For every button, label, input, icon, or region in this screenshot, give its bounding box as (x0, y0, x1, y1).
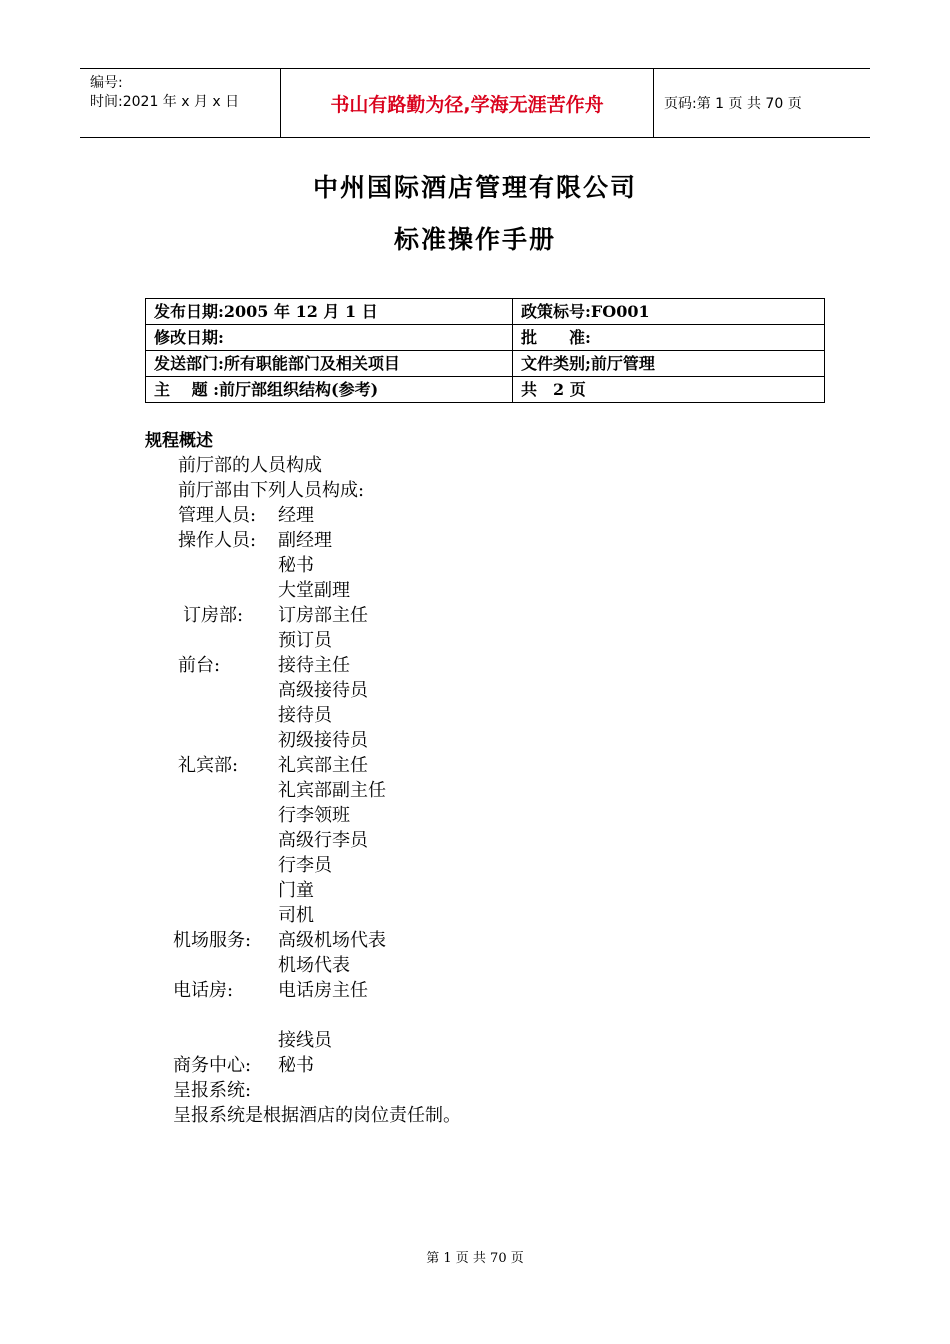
staff-item: 接线员 (278, 1030, 332, 1051)
report-text: 呈报系统是根据酒店的岗位责任制。 (173, 1105, 461, 1126)
group-label: 商务中心: (173, 1055, 252, 1076)
meta-row (146, 299, 825, 325)
staff-item: 接待员 (278, 705, 332, 726)
header-motto: 书山有路勤为径,学海无涯苦作舟 (281, 69, 654, 137)
staff-item: 副经理 (278, 530, 332, 551)
staff-item: 行李领班 (278, 805, 350, 826)
staff-item: 礼宾部主任 (278, 755, 368, 776)
time-label: 时间:2021 年 x 月 x 日 (90, 94, 240, 110)
company-title: 中州国际酒店管理有限公司 (312, 173, 637, 202)
group-label: 订房部: (183, 605, 244, 626)
policy-number: 政策标号:FO001 (513, 299, 825, 325)
page-count: 共 2 页 (513, 377, 825, 403)
group-label: 操作人员: (178, 530, 257, 551)
staff-item: 接待主任 (278, 655, 350, 676)
group-label: 前台: (178, 655, 221, 676)
staff-item: 订房部主任 (278, 605, 368, 626)
staff-item: 经理 (278, 505, 314, 526)
manual-title: 标准操作手册 (393, 225, 556, 254)
staff-item: 高级接待员 (278, 680, 368, 701)
staff-item: 秘书 (278, 1055, 314, 1076)
staff-item: 门童 (278, 880, 314, 901)
staff-item: 大堂副理 (278, 580, 350, 601)
meta-table (145, 298, 825, 403)
staff-item: 机场代表 (278, 955, 350, 976)
staff-item: 预订员 (278, 630, 332, 651)
issue-date: 发布日期:2005 年 12 月 1 日 (146, 299, 513, 325)
staff-item: 电话房主任 (278, 980, 368, 1001)
meta-row (146, 351, 825, 377)
staff-item: 行李员 (278, 855, 332, 876)
staff-item: 司机 (278, 905, 314, 926)
staff-item: 秘书 (278, 555, 314, 576)
send-department: 发送部门:所有职能部门及相关项目 (146, 351, 513, 377)
number-label: 编号: (90, 75, 123, 91)
page-footer: 第 1 页 共 70 页 (426, 1251, 524, 1266)
intro-line: 前厅部由下列人员构成: (178, 480, 365, 501)
revise-date: 修改日期: (146, 325, 513, 351)
header-page-info: 页码:第 1 页 共 70 页 (664, 96, 802, 112)
staff-item: 礼宾部副主任 (278, 780, 386, 801)
page-header (80, 68, 870, 138)
staff-item: 初级接待员 (278, 730, 368, 751)
group-label: 呈报系统: (173, 1080, 252, 1101)
meta-row (146, 377, 825, 403)
group-label: 电话房: (173, 980, 234, 1001)
file-type: 文件类别;前厅管理 (513, 351, 825, 377)
header-left-cell (80, 69, 281, 137)
staff-item: 高级行李员 (278, 830, 368, 851)
section-heading: 规程概述 (145, 431, 213, 451)
intro-line: 前厅部的人员构成 (178, 455, 322, 476)
group-label: 机场服务: (173, 930, 252, 951)
meta-row (146, 325, 825, 351)
approve: 批 准: (513, 325, 825, 351)
group-label: 管理人员: (178, 505, 257, 526)
staff-item: 高级机场代表 (278, 930, 386, 951)
subject: 主 题 :前厅部组织结构(参考) (146, 377, 513, 403)
group-label: 礼宾部: (178, 755, 239, 776)
